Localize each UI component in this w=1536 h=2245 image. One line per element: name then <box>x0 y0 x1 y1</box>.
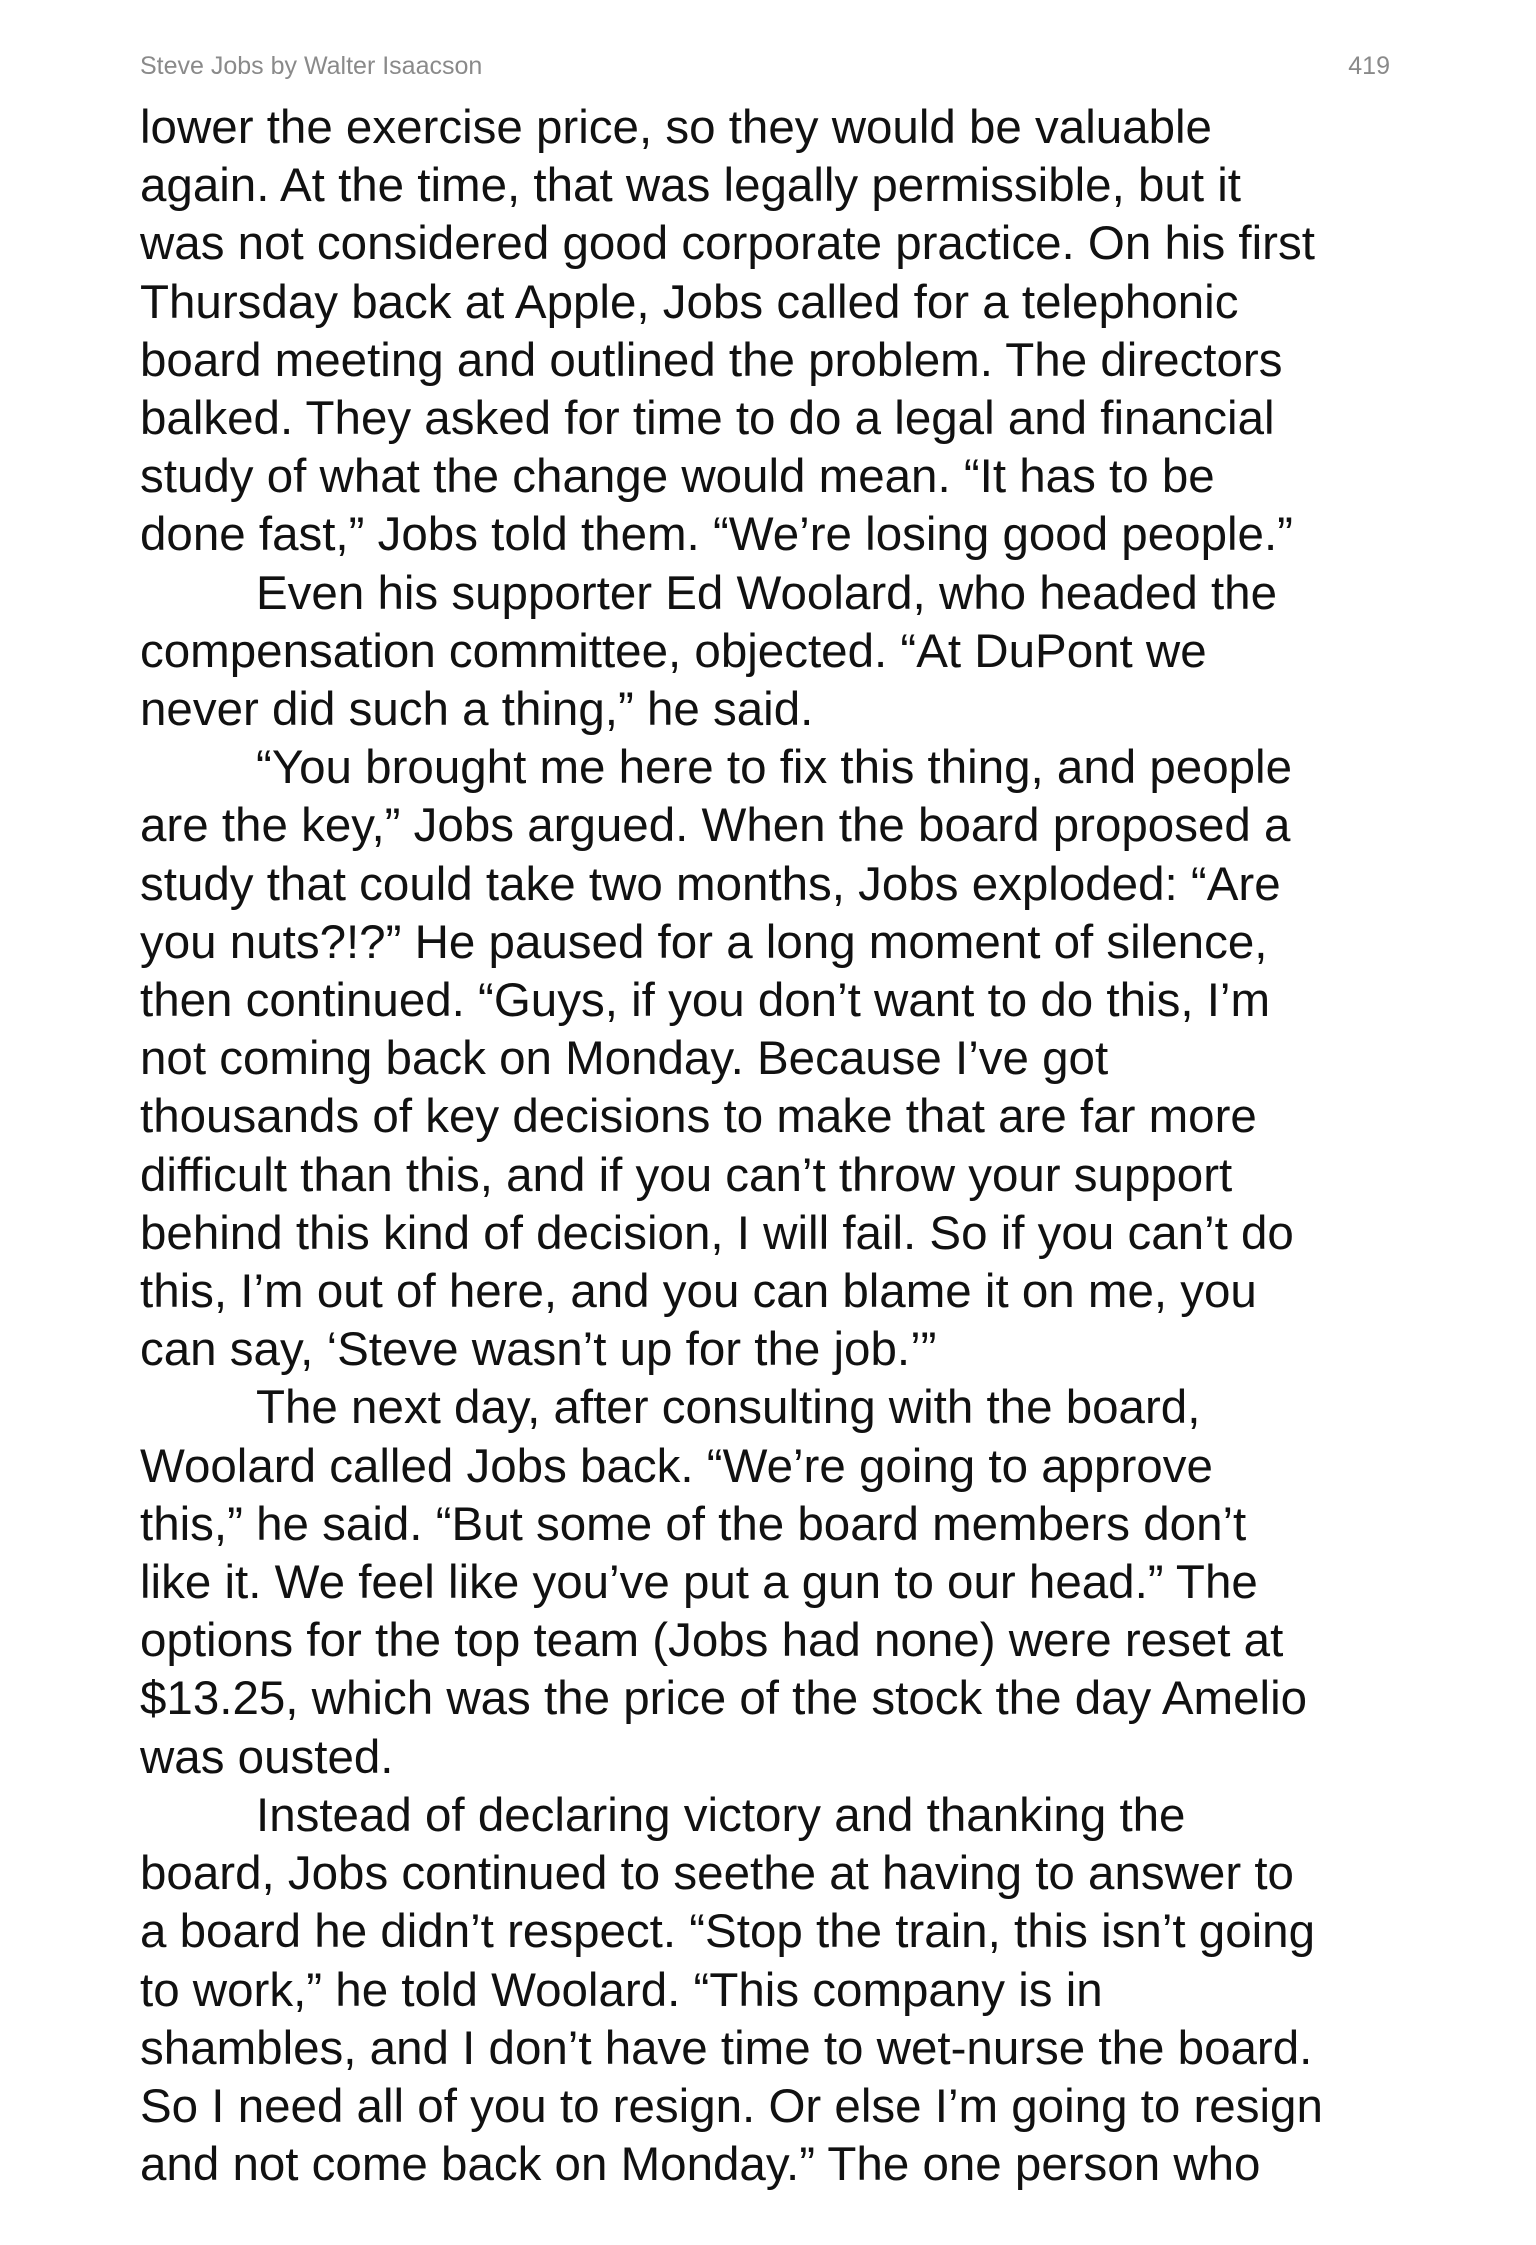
text-line: was ousted. <box>140 1730 394 1784</box>
text-line: behind this kind of decision, I will fail. So if you can’t do <box>140 1206 1294 1260</box>
page-number: 419 <box>1348 51 1390 80</box>
page-body-text <box>140 99 1400 2194</box>
text-line: balked. They asked for time to do a legal and financial <box>140 392 1275 446</box>
text-line: again. At the time, that was legally permissible, but it <box>140 159 1241 213</box>
paragraph-first-line: “You brought me here to fix this thing, and people <box>256 741 1293 795</box>
paragraph-first-line: Instead of declaring victory and thanking the <box>256 1788 1186 1842</box>
text-line: a board he didn’t respect. “Stop the train, this isn’t going <box>140 1905 1315 1959</box>
text-line: not coming back on Monday. Because I’ve got <box>140 1032 1109 1086</box>
text-line: board, Jobs continued to seethe at having to answer to <box>140 1847 1294 1901</box>
text-line: Woolard called Jobs back. “We’re going to approve <box>140 1439 1213 1493</box>
text-line: lower the exercise price, so they would be valuable <box>140 101 1212 154</box>
text-line: you nuts?!?” He paused for a long moment of silence, <box>140 915 1268 969</box>
text-line: never did such a thing,” he said. <box>140 683 814 737</box>
running-title: Steve Jobs by Walter Isaacson <box>140 51 483 80</box>
text-line: difficult than this, and if you can’t throw your support <box>140 1148 1233 1202</box>
paragraph-first-line: Even his supporter Ed Woolard, who headed the <box>256 566 1278 620</box>
text-line: shambles, and I don’t have time to wet-nurse the board. <box>140 2021 1313 2075</box>
text-line: $13.25, which was the price of the stock the day Amelio <box>140 1672 1308 1726</box>
text-line: board meeting and outlined the problem. The directors <box>140 333 1283 387</box>
text-line: study of what the change would mean. “It has to be <box>140 450 1215 504</box>
text-line: then continued. “Guys, if you don’t want to do this, I’m <box>140 974 1271 1028</box>
text-line: like it. We feel like you’ve put a gun to our head.” The <box>140 1556 1258 1610</box>
text-line: this, I’m out of here, and you can blame it on me, you <box>140 1265 1257 1319</box>
text-line: So I need all of you to resign. Or else I’m going to resign <box>140 2079 1323 2133</box>
text-line: can say, ‘Steve wasn’t up for the job.’” <box>140 1323 937 1377</box>
text-line: done fast,” Jobs told them. “We’re losing good people.” <box>140 508 1293 562</box>
text-line: and not come back on Monday.” The one person who <box>140 2138 1261 2192</box>
paragraph-first-line: The next day, after consulting with the board, <box>256 1381 1201 1435</box>
text-line: this,” he said. “But some of the board members don’t <box>140 1497 1247 1551</box>
text-line: options for the top team (Jobs had none) were reset at <box>140 1614 1284 1668</box>
text-line: study that could take two months, Jobs exploded: “Are <box>140 857 1281 911</box>
text-line: was not considered good corporate practice. On his first <box>140 217 1315 271</box>
page-header <box>140 46 1390 86</box>
text-line: Thursday back at Apple, Jobs called for a telephonic <box>140 275 1239 329</box>
text-line: to work,” he told Woolard. “This company is in <box>140 1963 1103 2017</box>
text-line: compensation committee, objected. “At DuPont we <box>140 624 1207 678</box>
text-line: thousands of key decisions to make that are far more <box>140 1090 1257 1144</box>
text-line: are the key,” Jobs argued. When the board proposed a <box>140 799 1291 853</box>
